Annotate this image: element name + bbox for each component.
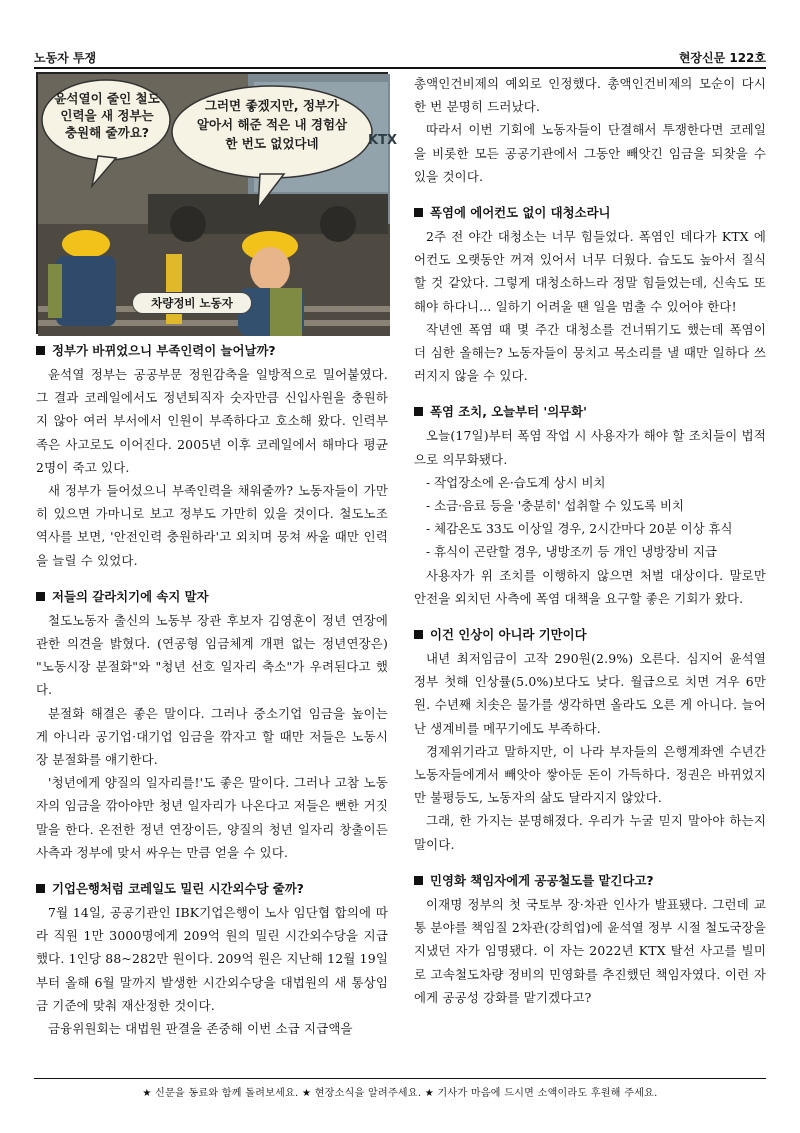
comic-caption: 차량정비 노동자: [132, 292, 252, 314]
list-item: - 소금·음료 등을 '충분히' 섭취할 수 있도록 비치: [426, 498, 684, 514]
section-label: 노동자 투쟁: [34, 51, 97, 65]
paragraph-continued: 총액인건비제의 예외로 인정했다. 총액인건비제의 모순이 다시 한 번 분명히 드러났다.: [414, 76, 766, 115]
paragraph: 오늘(17일)부터 폭염 작업 시 사용자가 해야 할 조치들이 법적으로 의무화됐다.: [414, 428, 766, 467]
paragraph: 철도노동자 출신의 노동부 장관 후보자 김영훈이 정년 연장에 관한 의견을 밝혔다. (연공형 임금체계 개편 없는 정년연장은) "노동시장 분절화"와 "청년 선호 일자리 축소"가 우려된다고 했다.: [36, 612, 388, 698]
paragraph: 작년엔 폭염 때 몇 주간 대청소를 건너뛰기도 했는데 폭염이 더 심한 올해는? 노동자들이 뭉치고 목소리를 낼 때만 일하다 쓰러지지 않을 수 있다.: [414, 321, 766, 384]
comic-illustration: [36, 72, 397, 334]
section-title: 기업은행처럼 코레일도 밀린 시간외수당 줄까?: [36, 878, 388, 900]
square-bullet-icon: [414, 876, 423, 885]
speech-bubble-right: 그러면 좋겠지만, 정부가 알아서 해준 적은 내 경험삼 한 번도 없었다네: [196, 98, 348, 151]
article-section: [36, 878, 388, 1040]
article-section: [36, 340, 388, 572]
paragraph: 경제위기라고 말하지만, 이 나라 부자들의 은행계좌엔 수년간 노동자들에게서 빼앗아 쌓아둔 돈이 가득하다. 정권은 바뀌었지만 불평등도, 노동자의 삶도 달라지지 않았다.: [414, 743, 766, 806]
measures-list: [426, 471, 766, 564]
paragraph: 새 정부가 들어섰으니 부족인력을 채워줄까? 노동자들이 가만히 있으면 가마니로 보고 정부도 가만히 있을 것이다. 철도노조 역사를 보면, '안전인력 충원하라'고 외치며 뭉쳐 싸울 때만 인력을 늘릴 수 있었다.: [36, 483, 388, 568]
article-section: [414, 624, 766, 856]
list-item: - 휴식이 곤란할 경우, 냉방조끼 등 개인 냉방장비 지급: [426, 544, 717, 560]
paragraph: 분절화 해결은 좋은 말이다. 그러나 중소기업 임금을 높이는 게 아니라 공기업·대기업 임금을 깎자고 할 때만 저들은 노동시장 분절화를 얘기한다.: [36, 705, 388, 768]
paragraph: 금융위원회는 대법원 판결을 존중해 이번 소급 지급액을: [48, 1021, 353, 1037]
list-item: - 작업장소에 온·습도계 상시 비치: [426, 474, 606, 490]
speech-bubble-left: 윤석열이 줄인 철도 인력을 새 정부는 충원해 줄까요?: [54, 91, 160, 140]
section-title: 저들의 갈라치기에 속지 말자: [36, 586, 388, 608]
article-section: [414, 870, 766, 1009]
square-bullet-icon: [414, 208, 423, 217]
paragraph: 윤석열 정부는 공공부문 정원감축을 일방적으로 밀어붙였다. 그 결과 코레일에서도 정년퇴직자 숫자만큼 신입사원을 충원하지 않아 여러 부서에서 인원이 부족하다고 호소해 왔다. 인력부족은 사고로도 이어진다. 2005년 이후 코레일에서 해마다 평균 2명이 죽고 있다.: [36, 367, 388, 475]
section-title: 정부가 바뀌었으니 부족인력이 늘어날까?: [36, 340, 388, 362]
article-section: [414, 401, 766, 610]
list-item: - 체감온도 33도 이상일 경우, 2시간마다 20분 이상 휴식: [426, 521, 733, 537]
section-title: 이건 인상이 아니라 기만이다: [414, 624, 766, 646]
article-section: [36, 586, 388, 864]
square-bullet-icon: [414, 407, 423, 416]
header-divider: [34, 67, 766, 69]
footer-divider: [34, 1078, 766, 1079]
square-bullet-icon: [36, 884, 45, 893]
train-mark: KTX: [368, 133, 397, 148]
page-header: [34, 40, 766, 66]
paragraph: 2주 전 야간 대청소는 너무 힘들었다. 폭염인 데다가 KTX 에어컨도 오랫동안 꺼져 있어서 너무 더웠다. 습도도 높아서 질식할 것 같았다. 그렇게 대청소하느라 정말 힘들었는데, 신속도 또 해야 하다니… 일하기 어려울 땐 일을 멈출 수 있어야 한다!: [414, 229, 766, 314]
square-bullet-icon: [36, 346, 45, 355]
paragraph: 내년 최저임금이 고작 290원(2.9%) 오른다. 심지어 윤석열 정부 첫해 인상률(5.0%)보다도 낮다. 월급으로 치면 겨우 6만 원. 수년째 치솟은 물가를 생각하면 올라도 오른 게 아니다. 늘어난 생계비를 메꾸기에도 부족하다.: [414, 651, 766, 736]
footer-notice: ★ 신문을 동료와 함께 돌려보세요. ★ 현장소식을 알려주세요. ★ 기사가 마음에 드시면 소액이라도 후원해 주세요.: [142, 1088, 658, 1099]
paragraph: 7월 14일, 공공기관인 IBK기업은행이 노사 임단협 합의에 따라 직원 1만 3000명에게 209억 원의 밀린 시간외수당을 지급했다. 1인당 88~282만 원이다. 209억 원은 지난해 12월 19일부터 올해 6월 말까지 발생한 시간외수당을 대법원의 새 통상임금 기준에 맞춰 재산정한 것이다.: [36, 905, 388, 1013]
paragraph: 그래, 한 가지는 분명해졌다. 우리가 누굴 믿지 말아야 하는지 말이다.: [414, 813, 766, 852]
right-column: [414, 72, 766, 1009]
square-bullet-icon: [36, 592, 45, 601]
left-column: [36, 72, 397, 1040]
issue-label: 현장신문 122호: [678, 51, 766, 65]
paragraph: '청년에게 양질의 일자리를!'도 좋은 말이다. 그러나 고참 노동자의 임금을 깎아야만 청년 일자리가 나온다고 저들은 뻔한 거짓말을 한다. 온전한 정년 연장이든, 양질의 청년 일자리 창출이든 사측과 정부에 맞서 싸우는 만큼 얻을 수 있다.: [36, 775, 388, 860]
article-section: [414, 202, 766, 387]
paragraph: 따라서 이번 기회에 노동자들이 단결해서 투쟁한다면 코레일을 비롯한 모든 공공기관에서 그동안 빼앗긴 임금을 되찾을 수 있을 것이다.: [414, 122, 766, 184]
paragraph: 사용자가 위 조치를 이행하지 않으면 처벌 대상이다. 말로만 안전을 외치던 사측에 폭염 대책을 요구할 좋은 기회가 왔다.: [414, 567, 766, 606]
section-title: 민영화 책임자에게 공공철도를 맡긴다고?: [414, 870, 766, 892]
square-bullet-icon: [414, 630, 423, 639]
section-title: 폭염 조치, 오늘부터 '의무화': [414, 401, 766, 423]
paragraph: 이재명 정부의 첫 국토부 장·차관 인사가 발표됐다. 그런데 교통 분야를 책임질 2차관(강희업)에 윤석열 정부 시절 철도국장을 지냈던 자가 임명됐다. 이 자는 2022년 KTX 탈선 사고를 빌미로 고속철도차량 정비의 민영화를 추진했던 책임자였다. 이런 자에게 공공성 강화를 맡기겠다고?: [414, 896, 766, 1005]
section-title: 폭염에 에어컨도 없이 대청소라니: [414, 202, 766, 224]
